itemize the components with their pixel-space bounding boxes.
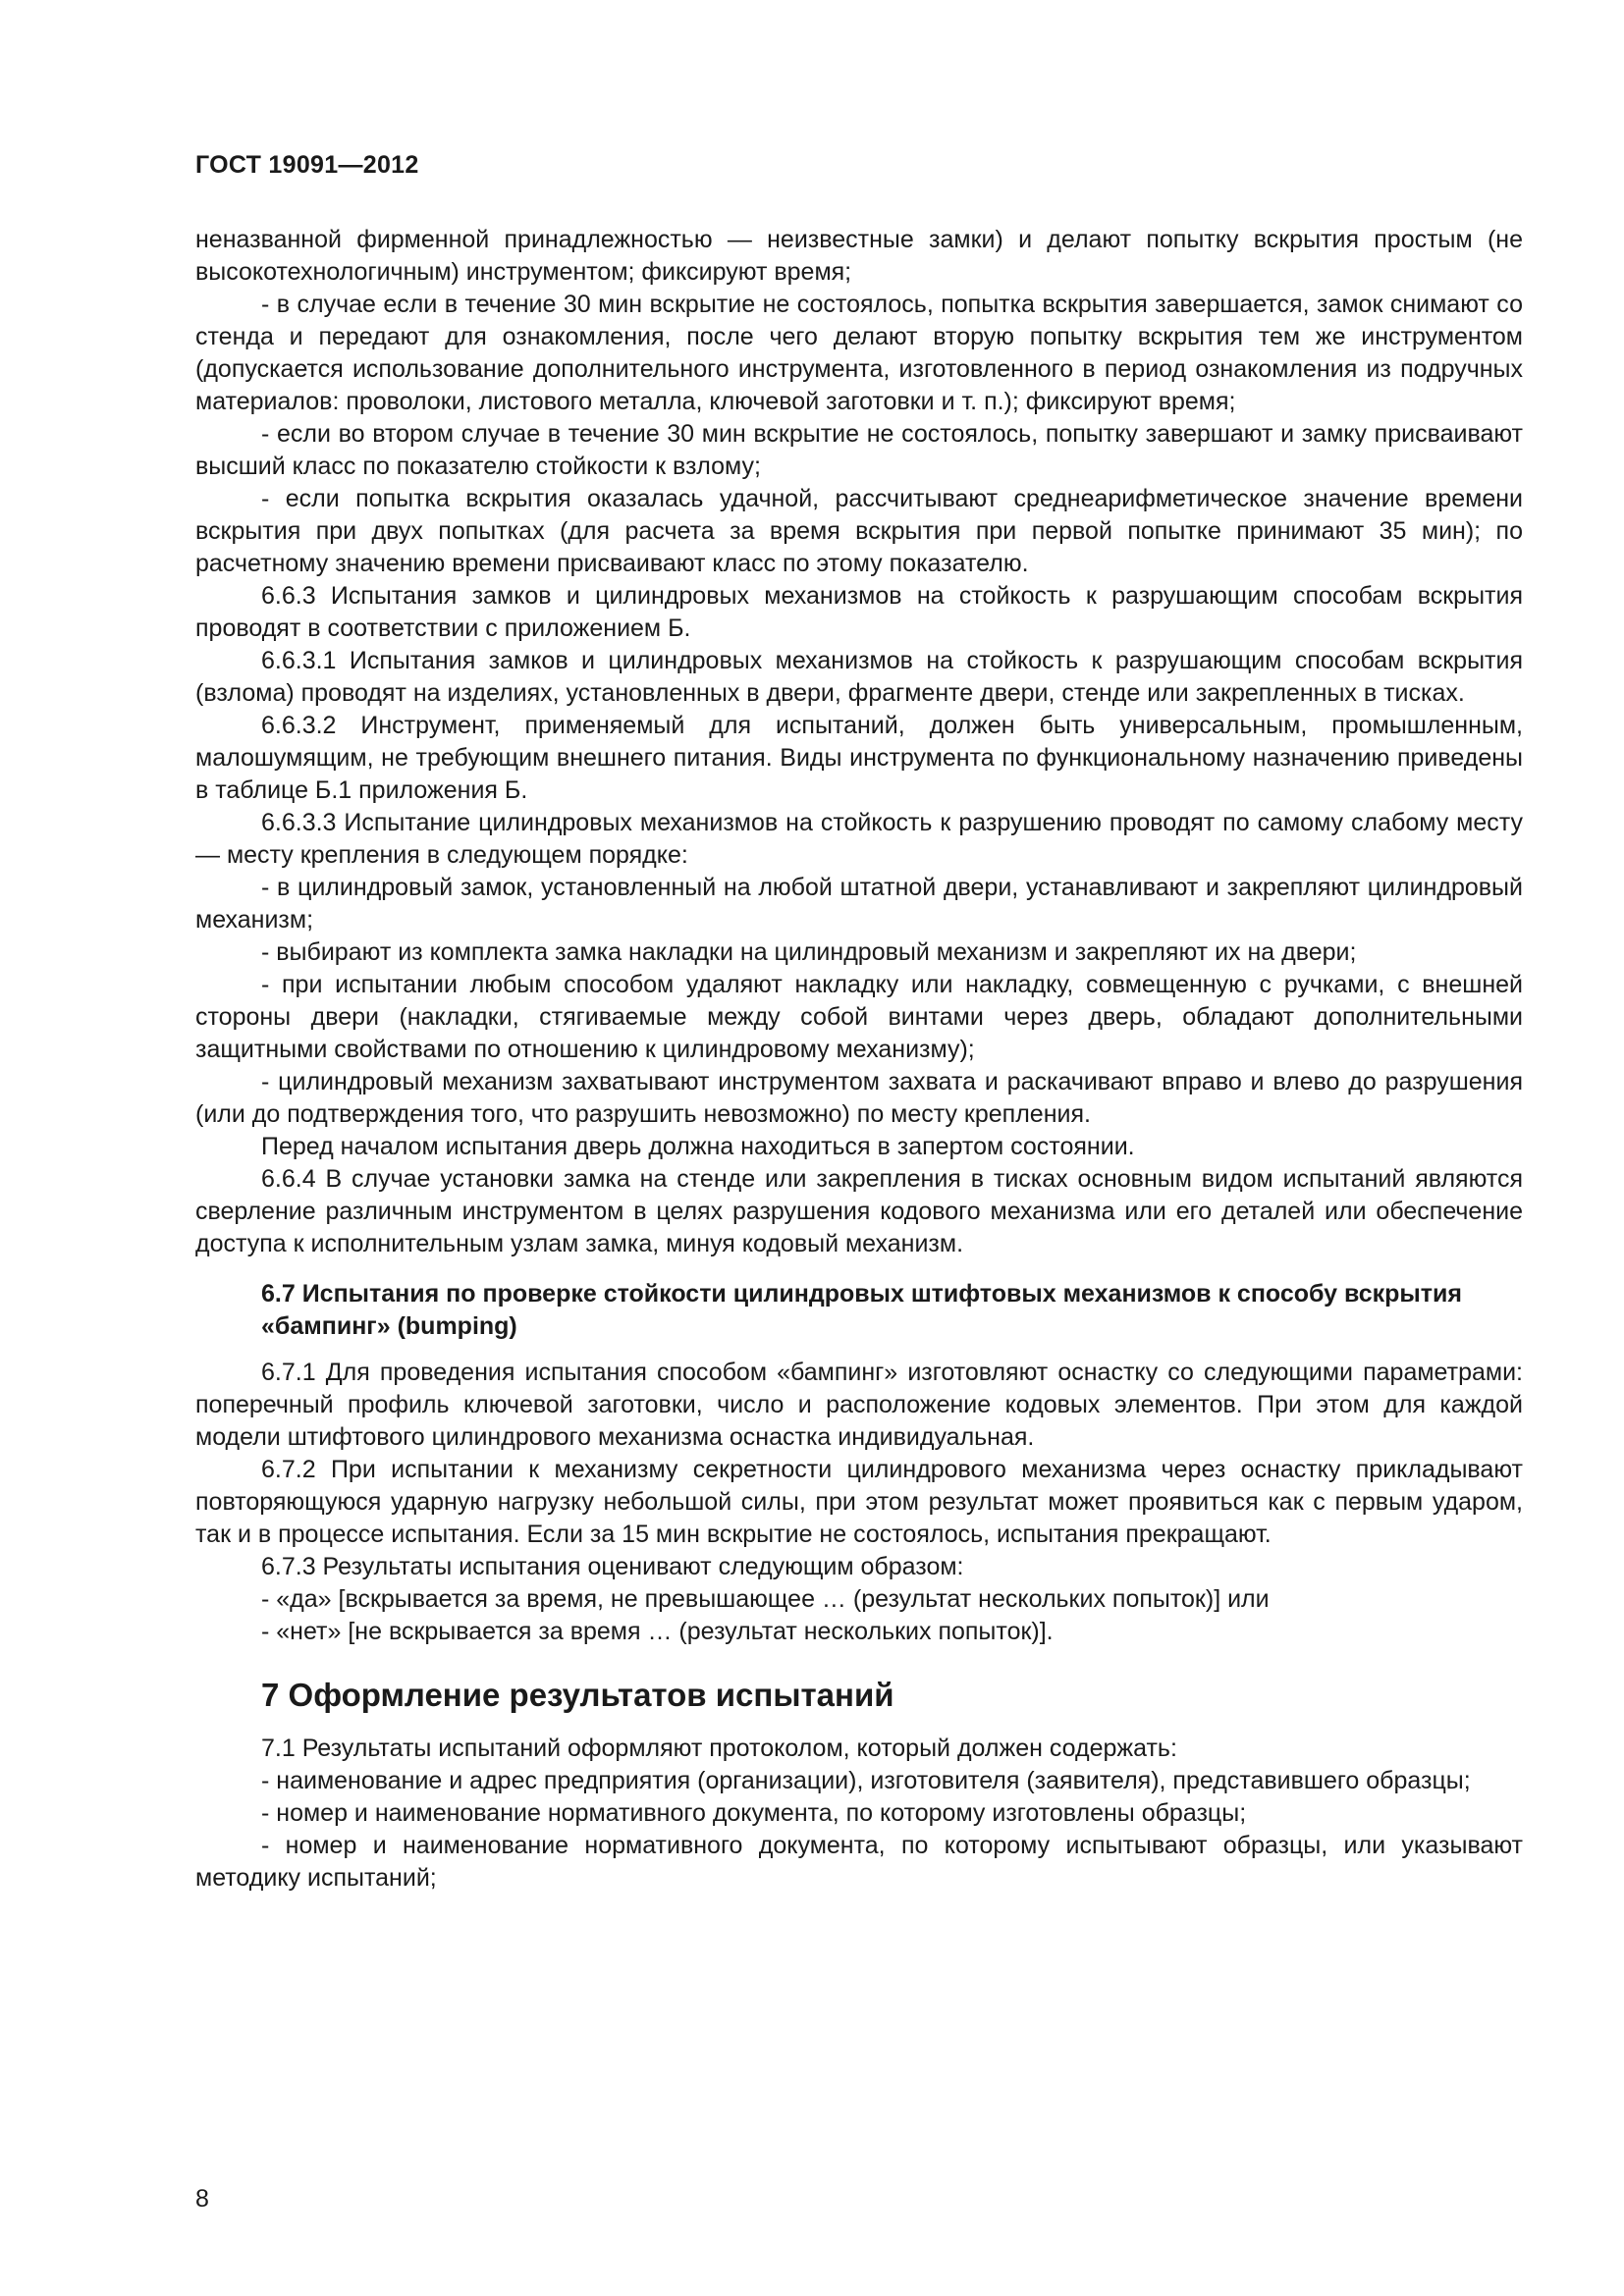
paragraph: - цилиндровый механизм захватывают инструментом захвата и раскачивают вправо и влево до разрушения (или до подтверждения того, что разрушить невозможно) по месту крепления. (195, 1068, 1523, 1128)
paragraph: 6.6.3.1 Испытания замков и цилиндровых механизмов на стойкость к разрушающим способам вскрытия (взлома) проводят на изделиях, установленных в двери, фрагменте двери, стенде или закрепленных в тисках. (195, 647, 1523, 707)
paragraph: - номер и наименование нормативного документа, по которому изготовлены образцы; (261, 1799, 1247, 1827)
paragraph: - «нет» [не вскрывается за время … (результат нескольких попыток)]. (261, 1618, 1054, 1645)
paragraph: - в цилиндровый замок, установленный на любой штатной двери, устанавливают и закрепляют цилиндровый механизм; (195, 874, 1523, 934)
paragraph: 6.7.1 Для проведения испытания способом «бампинг» изготовляют оснастку со следующими параметрами: поперечный профиль ключевой заготовки, число и расположение кодовых элементов. При этом для каждой модели штифтового цилиндрового механизма оснастка индивидуальная. (195, 1359, 1523, 1451)
paragraph: 6.6.3 Испытания замков и цилиндровых механизмов на стойкость к разрушающим способам вскрытия проводят в соответствии с приложением Б. (195, 582, 1523, 642)
page-number: 8 (195, 2185, 209, 2213)
paragraph: - в случае если в течение 30 мин вскрытие не состоялось, попытка вскрытия завершается, замок снимают со стенда и передают для ознакомления, после чего делают вторую попытку вскрытия тем же инструментом (допускается использование дополнительного инструмента, изготовленного в период ознакомления из подручных материалов: проволоки, листового металла, ключевой заготовки и т. п.); фиксируют время; (195, 291, 1523, 415)
paragraph: Перед началом испытания дверь должна находиться в запертом состоянии. (261, 1133, 1135, 1160)
paragraph: 6.6.3.2 Инструмент, применяемый для испытаний, должен быть универсальным, промышленным, малошумящим, не требующим внешнего питания. Виды инструмента по функциональному назначению приведены в таблице Б.1 приложения Б. (195, 712, 1523, 804)
paragraph: 6.7.2 При испытании к механизму секретности цилиндрового механизма через оснастку прикладывают повторяющуюся ударную нагрузку небольшой силы, при этом результат может проявиться как с первым ударом, так и в процессе испытания. Если за 15 мин вскрытие не состоялось, испытания прекращают. (195, 1456, 1523, 1548)
paragraph: - если во втором случае в течение 30 мин вскрытие не состоялось, попытку завершают и замку присваивают высший класс по показателю стойкости к взлому; (195, 420, 1523, 480)
paragraph: - при испытании любым способом удаляют накладку или накладку, совмещенную с ручками, с внешней стороны двери (накладки, стягиваемые между собой винтами через дверь, обладают дополнительными защитными свойствами по отношению к цилиндровому механизму); (195, 971, 1523, 1063)
document-body (195, 224, 1523, 1895)
section-heading-6-7: 6.7 Испытания по проверке стойкости цилиндровых штифтовых механизмов к способу вскрытия «бампинг» (bumping) (261, 1280, 1462, 1340)
paragraph: - номер и наименование нормативного документа, по которому испытывают образцы, или указывают методику испытаний; (195, 1832, 1523, 1892)
section-heading-7: 7 Оформление результатов испытаний (261, 1677, 894, 1713)
paragraph: 6.6.3.3 Испытание цилиндровых механизмов на стойкость к разрушению проводят по самому слабому месту — месту крепления в следующем порядке: (195, 809, 1523, 869)
paragraph: - наименование и адрес предприятия (организации), изготовителя (заявителя), представившего образцы; (261, 1767, 1471, 1794)
paragraph: 6.7.3 Результаты испытания оценивают следующим образом: (261, 1553, 964, 1580)
document-header: ГОСТ 19091—2012 (195, 151, 419, 179)
paragraph: - выбирают из комплекта замка накладки на цилиндровый механизм и закрепляют их на двери; (261, 938, 1357, 966)
paragraph: - «да» [вскрывается за время, не превышающее … (результат нескольких попыток)] или (261, 1585, 1270, 1613)
paragraph: неназванной фирменной принадлежностью — неизвестные замки) и делают попытку вскрытия простым (не высокотехнологичным) инструментом; фиксируют время; (195, 226, 1523, 286)
paragraph: 7.1 Результаты испытаний оформляют протоколом, который должен содержать: (261, 1735, 1177, 1762)
paragraph: 6.6.4 В случае установки замка на стенде или закрепления в тисках основным видом испытаний являются сверление различным инструментом в целях разрушения кодового механизма или его деталей или обеспечение доступа к исполнительным узлам замка, минуя кодовый механизм. (195, 1165, 1523, 1257)
paragraph: - если попытка вскрытия оказалась удачной, рассчитывают среднеарифметическое значение времени вскрытия при двух попытках (для расчета за время вскрытия при первой попытке принимают 35 мин); по расчетному значению времени присваивают класс по этому показателю. (195, 485, 1523, 577)
